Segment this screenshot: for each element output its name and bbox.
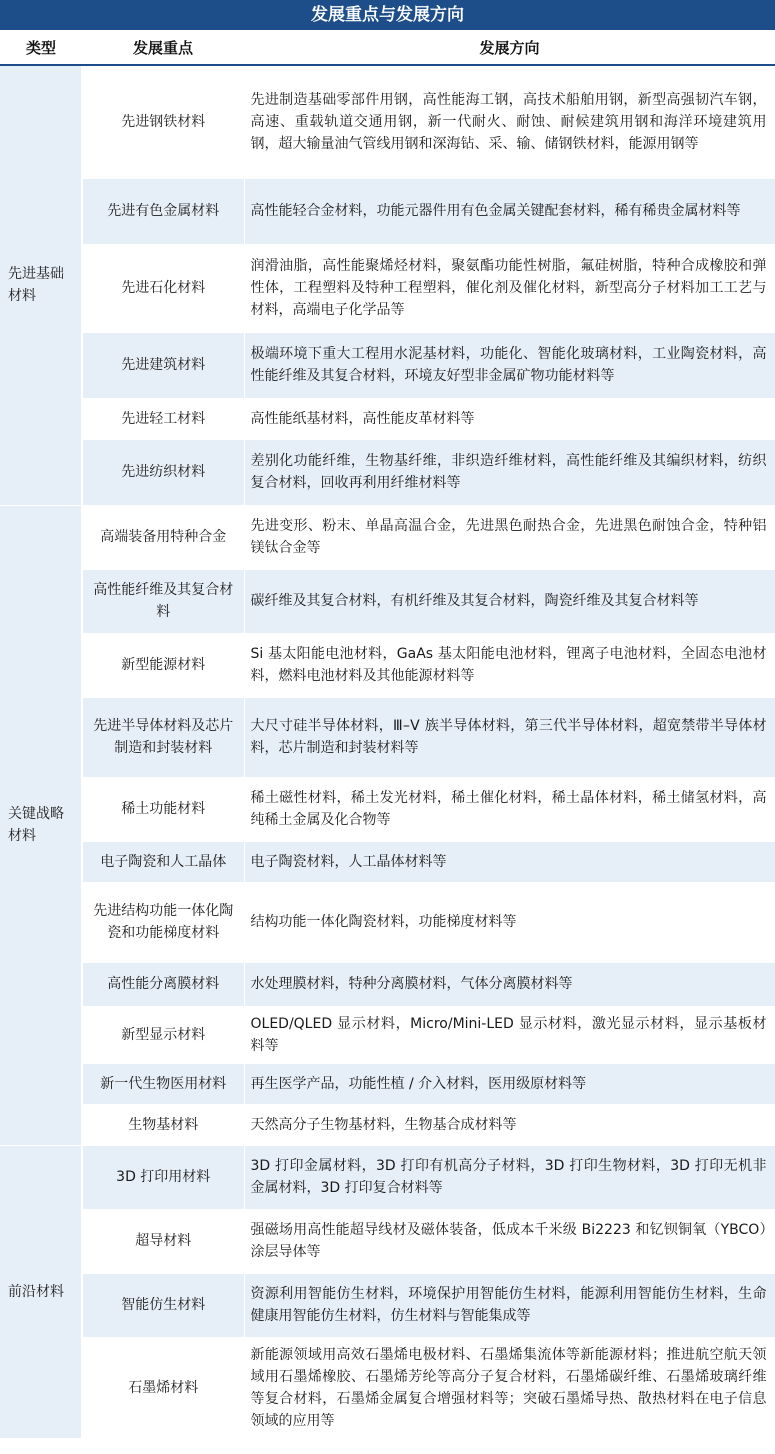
table-row <box>0 244 775 332</box>
direction-cell: OLED/QLED 显示材料，Micro/Mini-LED 显示材料，激光显示材料，显示基板材料等 <box>244 1006 775 1063</box>
table-row <box>0 1104 775 1145</box>
focus-cell: 新一代生物医用材料 <box>82 1063 244 1104</box>
focus-cell: 智能仿生材料 <box>82 1273 244 1337</box>
focus-cell: 稀土功能材料 <box>82 777 244 841</box>
focus-cell: 先进石化材料 <box>82 244 244 332</box>
table-row <box>0 439 775 505</box>
direction-cell: 先进制造基础零部件用钢，高性能海工钢，高技术船舶用钢，新型高强韧汽车钢，高速、重载轨道交通用钢，新一代耐火、耐蚀、耐候建筑用钢和海洋环境建筑用钢，超大输量油气管线用钢和深海钻、采、输、储钢铁材料，能源用钢等 <box>244 65 775 178</box>
category-cell: 前沿材料 <box>0 1145 82 1438</box>
focus-cell: 先进结构功能一体化陶瓷和功能梯度材料 <box>82 882 244 962</box>
focus-cell: 先进轻工材料 <box>82 398 244 439</box>
direction-cell: 差别化功能纤维，生物基纤维，非织造纤维材料，高性能纤维及其编织材料，纺织复合材料，回收再利用纤维材料等 <box>244 439 775 505</box>
table-row <box>0 569 775 633</box>
direction-cell: 资源利用智能仿生材料，环境保护用智能仿生材料，能源利用智能仿生材料，生命健康用智能仿生材料，仿生材料与智能集成等 <box>244 1273 775 1337</box>
header-type: 类型 <box>0 30 82 65</box>
table-row <box>0 1337 775 1438</box>
header-focus: 发展重点 <box>82 30 244 65</box>
direction-cell: 3D 打印金属材料，3D 打印有机高分子材料，3D 打印生物材料，3D 打印无机非金属材料，3D 打印复合材料等 <box>244 1145 775 1209</box>
table-row <box>0 332 775 398</box>
development-table <box>0 30 775 1439</box>
table-row <box>0 65 775 178</box>
direction-cell: 电子陶瓷材料，人工晶体材料等 <box>244 841 775 882</box>
focus-cell: 先进纺织材料 <box>82 439 244 505</box>
category-cell: 先进基础 材料 <box>0 65 82 505</box>
direction-cell: 新能源领域用高效石墨烯电极材料、石墨烯集流体等新能源材料；推进航空航天领域用石墨烯橡胶、石墨烯芳纶等高分子复合材料，石墨烯碳纤维、石墨烯玻璃纤维等复合材料，石墨烯金属复合增强材料等；突破石墨烯导热、散热材料在电子信息领域的应用等 <box>244 1337 775 1438</box>
direction-cell: 极端环境下重大工程用水泥基材料，功能化、智能化玻璃材料，工业陶瓷材料，高性能纤维及其复合材料，环境友好型非金属矿物功能材料等 <box>244 332 775 398</box>
focus-cell: 高端装备用特种合金 <box>82 505 244 569</box>
focus-cell: 新型显示材料 <box>82 1006 244 1063</box>
table-row <box>0 1145 775 1209</box>
focus-cell: 高性能纤维及其复合材料 <box>82 569 244 633</box>
focus-cell: 先进建筑材料 <box>82 332 244 398</box>
direction-cell: 高性能纸基材料，高性能皮革材料等 <box>244 398 775 439</box>
table-row <box>0 1063 775 1104</box>
focus-cell: 生物基材料 <box>82 1104 244 1145</box>
header-direction: 发展方向 <box>244 30 775 65</box>
category-cell: 关键战略 材料 <box>0 505 82 1145</box>
focus-cell: 先进半导体材料及芯片制造和封装材料 <box>82 697 244 777</box>
table-row <box>0 178 775 244</box>
direction-cell: 大尺寸硅半导体材料，Ⅲ–Ⅴ 族半导体材料，第三代半导体材料，超宽禁带半导体材料，芯片制造和封装材料等 <box>244 697 775 777</box>
table-row <box>0 505 775 569</box>
direction-cell: 再生医学产品，功能性植 / 介入材料，医用级原材料等 <box>244 1063 775 1104</box>
focus-cell: 超导材料 <box>82 1209 244 1273</box>
table-row <box>0 1273 775 1337</box>
direction-cell: 润滑油脂，高性能聚烯烃材料，聚氨酯功能性树脂，氟硅树脂，特种合成橡胶和弹性体，工程塑料及特种工程塑料，催化剂及催化材料，新型高分子材料加工工艺与材料，高端电子化学品等 <box>244 244 775 332</box>
table-row <box>0 962 775 1006</box>
direction-cell: 碳纤维及其复合材料，有机纤维及其复合材料，陶瓷纤维及其复合材料等 <box>244 569 775 633</box>
table-body <box>0 65 775 1438</box>
direction-cell: 先进变形、粉末、单晶高温合金，先进黑色耐热合金，先进黑色耐蚀合金，特种铝镁钛合金等 <box>244 505 775 569</box>
focus-cell: 先进钢铁材料 <box>82 65 244 178</box>
focus-cell: 石墨烯材料 <box>82 1337 244 1438</box>
direction-cell: 高性能轻合金材料，功能元器件用有色金属关键配套材料，稀有稀贵金属材料等 <box>244 178 775 244</box>
direction-cell: 稀土磁性材料，稀土发光材料，稀土催化材料，稀土晶体材料，稀土储氢材料，高纯稀土金属及化合物等 <box>244 777 775 841</box>
table-row <box>0 882 775 962</box>
table-row <box>0 777 775 841</box>
direction-cell: Si 基太阳能电池材料，GaAs 基太阳能电池材料，锂离子电池材料，全固态电池材料，燃料电池材料及其他能源材料等 <box>244 633 775 697</box>
direction-cell: 天然高分子生物基材料，生物基合成材料等 <box>244 1104 775 1145</box>
table-row <box>0 841 775 882</box>
table-row <box>0 697 775 777</box>
table-row <box>0 1209 775 1273</box>
focus-cell: 先进有色金属材料 <box>82 178 244 244</box>
focus-cell: 电子陶瓷和人工晶体 <box>82 841 244 882</box>
direction-cell: 结构功能一体化陶瓷材料，功能梯度材料等 <box>244 882 775 962</box>
table-row <box>0 633 775 697</box>
direction-cell: 强磁场用高性能超导线材及磁体装备，低成本千米级 Bi2223 和钇钡铜氧（YBCO）涂层导体等 <box>244 1209 775 1273</box>
header-row <box>0 30 775 65</box>
focus-cell: 3D 打印用材料 <box>82 1145 244 1209</box>
focus-cell: 高性能分离膜材料 <box>82 962 244 1006</box>
table-row <box>0 398 775 439</box>
table-row <box>0 1006 775 1063</box>
focus-cell: 新型能源材料 <box>82 633 244 697</box>
table-title: 发展重点与发展方向 <box>0 0 775 30</box>
direction-cell: 水处理膜材料，特种分离膜材料，气体分离膜材料等 <box>244 962 775 1006</box>
